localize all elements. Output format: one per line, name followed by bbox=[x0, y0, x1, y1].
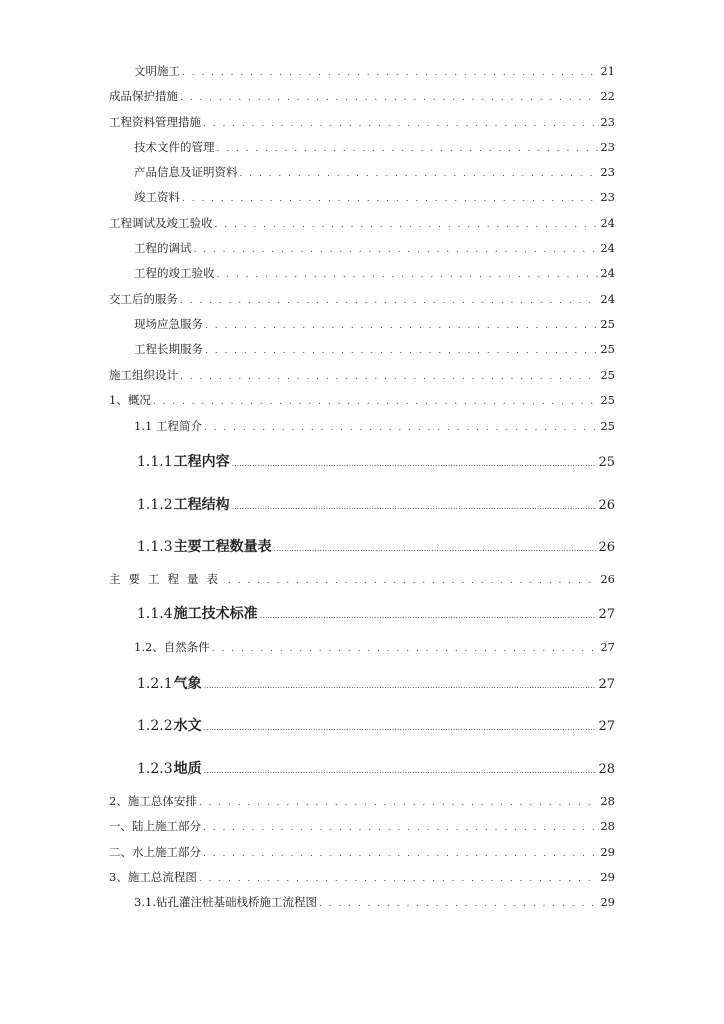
toc-entry-page: 23 bbox=[600, 165, 615, 179]
toc-dot-leader bbox=[182, 194, 598, 204]
toc-dot-leader bbox=[180, 296, 598, 306]
toc-entry-page: 29 bbox=[600, 895, 615, 909]
toc-entry-page: 25 bbox=[600, 419, 615, 433]
toc-entry-page: 23 bbox=[600, 190, 615, 204]
toc-entry-heading bbox=[137, 536, 272, 556]
toc-entry[interactable] bbox=[137, 603, 615, 623]
toc-entry-title: 施工组织设计 bbox=[109, 368, 178, 382]
toc-entry-page: 25 bbox=[600, 393, 615, 407]
toc-entry[interactable] bbox=[109, 844, 615, 860]
toc-dot-leader bbox=[204, 423, 598, 433]
toc-entry-title: 1.1 工程简介 bbox=[134, 419, 202, 433]
toc-entry[interactable] bbox=[134, 894, 615, 910]
toc-dot-leader bbox=[199, 874, 599, 884]
toc-dot-leader bbox=[153, 397, 599, 407]
toc-entry-page: 27 bbox=[598, 677, 615, 692]
toc-entry[interactable] bbox=[137, 715, 615, 735]
toc-entry-title: 技术文件的管理 bbox=[134, 140, 215, 154]
toc-entry[interactable] bbox=[109, 88, 615, 104]
toc-dot-leader bbox=[319, 899, 598, 909]
toc-entry-title: 主要工程量表 bbox=[109, 572, 226, 586]
toc-entry-page: 25 bbox=[600, 368, 615, 382]
toc-entry-title: 1、概况 bbox=[109, 393, 151, 407]
toc-entry-page: 23 bbox=[600, 115, 615, 129]
toc-entry-page: 23 bbox=[600, 140, 615, 154]
toc-entry-page: 28 bbox=[600, 794, 615, 808]
toc-entry-title: 一、陆上施工部分 bbox=[109, 819, 201, 833]
toc-dot-leader bbox=[228, 576, 598, 586]
toc-dot-leader bbox=[205, 321, 598, 331]
toc-entry-title: 1.2、自然条件 bbox=[134, 640, 210, 654]
toc-entry[interactable] bbox=[134, 316, 615, 332]
toc-dot-leader bbox=[274, 544, 597, 553]
toc-dot-leader bbox=[217, 270, 599, 280]
toc-entry-title: 主要工程数量表 bbox=[173, 539, 272, 555]
toc-entry-number: 1.2.3 bbox=[137, 761, 173, 777]
toc-entry-heading bbox=[137, 715, 202, 735]
toc-entry-title: 3、施工总流程图 bbox=[109, 870, 197, 884]
toc-entry-title: 水文 bbox=[173, 718, 202, 734]
toc-entry-page: 24 bbox=[600, 292, 615, 306]
toc-dot-leader bbox=[232, 502, 597, 511]
toc-entry-page: 21 bbox=[600, 64, 615, 78]
toc-entry-page: 27 bbox=[600, 640, 615, 654]
toc-entry[interactable] bbox=[109, 367, 615, 383]
toc-entry-page: 28 bbox=[600, 819, 615, 833]
toc-dot-leader bbox=[199, 798, 599, 808]
toc-dot-leader bbox=[204, 766, 597, 775]
toc-entry-page: 24 bbox=[600, 241, 615, 255]
toc-entry-page: 26 bbox=[598, 498, 615, 513]
toc-entry[interactable] bbox=[109, 291, 615, 307]
toc-dot-leader bbox=[204, 681, 597, 690]
toc-entry-title: 工程的竣工验收 bbox=[134, 266, 215, 280]
toc-dot-leader bbox=[180, 372, 598, 382]
toc-entry[interactable] bbox=[134, 139, 615, 155]
toc-entry-heading bbox=[137, 494, 230, 514]
toc-entry[interactable] bbox=[134, 418, 615, 434]
toc-dot-leader bbox=[205, 346, 598, 356]
toc-entry[interactable] bbox=[134, 63, 615, 79]
toc-entry-page: 25 bbox=[600, 342, 615, 356]
toc-dot-leader bbox=[212, 644, 599, 654]
toc-entry[interactable] bbox=[109, 793, 615, 809]
toc-entry[interactable] bbox=[134, 164, 615, 180]
toc-dot-leader bbox=[180, 93, 598, 103]
toc-entry-title: 工程调试及竣工验收 bbox=[109, 216, 213, 230]
toc-dot-leader bbox=[194, 245, 599, 255]
toc-entry-page: 29 bbox=[600, 870, 615, 884]
toc-entry[interactable] bbox=[109, 215, 615, 231]
toc-entry[interactable] bbox=[134, 240, 615, 256]
toc-entry-heading bbox=[137, 451, 230, 471]
toc-entry-title: 3.1.钻孔灌注桩基础栈桥施工流程图 bbox=[134, 895, 317, 909]
toc-entry-title: 成品保护措施 bbox=[109, 89, 178, 103]
toc-entry-title: 交工后的服务 bbox=[109, 292, 178, 306]
toc-entry-page: 26 bbox=[600, 572, 615, 586]
toc-entry[interactable] bbox=[137, 451, 615, 471]
toc-dot-leader bbox=[203, 119, 598, 129]
toc-entry[interactable] bbox=[109, 392, 615, 408]
toc-entry[interactable] bbox=[134, 265, 615, 281]
toc-entry-title: 二、水上施工部分 bbox=[109, 845, 201, 859]
toc-entry-page: 25 bbox=[600, 317, 615, 331]
toc-entry[interactable] bbox=[109, 114, 615, 130]
toc-entry[interactable] bbox=[134, 341, 615, 357]
toc-dot-leader bbox=[203, 823, 598, 833]
toc-dot-leader bbox=[215, 220, 599, 230]
toc-dot-leader bbox=[203, 849, 598, 859]
toc-entry-title: 工程结构 bbox=[173, 497, 230, 513]
toc-dot-leader bbox=[240, 169, 599, 179]
toc-entry[interactable] bbox=[109, 571, 615, 587]
toc-entry-title: 文明施工 bbox=[134, 64, 180, 78]
toc-entry-number: 1.1.3 bbox=[137, 539, 173, 555]
toc-entry[interactable] bbox=[137, 536, 615, 556]
toc-entry-page: 22 bbox=[600, 89, 615, 103]
toc-entry-title: 工程长期服务 bbox=[134, 342, 203, 356]
toc-entry-title: 气象 bbox=[173, 676, 202, 692]
toc-entry-page: 24 bbox=[600, 266, 615, 280]
toc-entry[interactable] bbox=[109, 869, 615, 885]
toc-entry-number: 1.1.2 bbox=[137, 497, 173, 513]
toc-entry-title: 竣工资料 bbox=[134, 190, 180, 204]
toc-entry-heading bbox=[137, 673, 202, 693]
toc-dot-leader bbox=[232, 459, 597, 468]
toc-entry-number: 1.2.1 bbox=[137, 676, 173, 692]
toc-entry[interactable] bbox=[137, 758, 615, 778]
toc-entry[interactable] bbox=[137, 673, 615, 693]
toc-entry[interactable] bbox=[109, 818, 615, 834]
toc-entry-page: 26 bbox=[598, 540, 615, 555]
toc-entry-number: 1.1.1 bbox=[137, 454, 173, 470]
toc-entry[interactable] bbox=[134, 639, 615, 655]
toc-dot-leader bbox=[217, 144, 599, 154]
toc-entry-page: 24 bbox=[600, 216, 615, 230]
toc-dot-leader bbox=[182, 68, 598, 78]
toc-entry-heading bbox=[137, 758, 202, 778]
toc-entry-page: 25 bbox=[598, 455, 615, 470]
toc-entry-title: 工程内容 bbox=[173, 454, 230, 470]
toc-entry[interactable] bbox=[134, 189, 615, 205]
toc-entry-page: 28 bbox=[598, 762, 615, 777]
toc-entry-title: 现场应急服务 bbox=[134, 317, 203, 331]
toc-entry-title: 地质 bbox=[173, 761, 202, 777]
toc-entry-title: 2、施工总体安排 bbox=[109, 794, 197, 808]
toc-entry-page: 29 bbox=[600, 845, 615, 859]
toc-entry-number: 1.2.2 bbox=[137, 718, 173, 734]
toc-entry-title: 产品信息及证明资料 bbox=[134, 165, 238, 179]
toc-entry-title: 工程的调试 bbox=[134, 241, 192, 255]
toc-entry-number: 1.1.4 bbox=[137, 606, 173, 622]
toc-dot-leader bbox=[260, 611, 597, 620]
toc-entry-page: 27 bbox=[598, 607, 615, 622]
toc-entry-title: 施工技术标准 bbox=[173, 606, 258, 622]
toc-entry-page: 27 bbox=[598, 719, 615, 734]
toc-entry-heading bbox=[137, 603, 258, 623]
toc-dot-leader bbox=[204, 723, 597, 732]
toc-entry-title: 工程资料管理措施 bbox=[109, 115, 201, 129]
toc-entry[interactable] bbox=[137, 494, 615, 514]
